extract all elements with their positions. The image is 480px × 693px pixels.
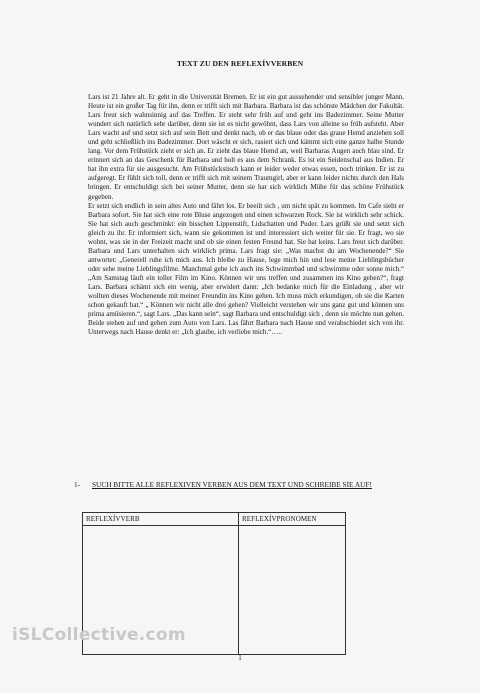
reading-text xyxy=(88,93,404,337)
paragraph-1: Lars ist 21 Jahre alt. Er geht in die Universität Bremen. Er ist ein gut aussehender und sensibler junger Mann. Heute ist ein großer Tag für ihn, denn er trifft sich mit Barbara. Barbara ist das schönste Mädchen der Fakultät. Lars freut sich wahnsinnig auf das Treffen. Er steht sehr früh auf und geht ins Badezimmer. Seine Mutter wundert sich natürlich sehr darüber, denn sie ist es nicht gewöhnt, dass Lars von alleine so früh aufsteht. Aber Lars wacht auf und setzt sich auf sein Bett und denkt nach, ob er das blaue oder das graue Hemd anziehen soll und geht schließlich ins Badezimmer. Dort wäscht er sich, rasiert sich und kämmt sich eine ganze halbe Stunde lang. Vor dem Frühstück zieht er sich an. Er zieht das blaue Hemd an, weil Barbaras Augen auch blau sind. Er erinnert sich an das Geschenk für Barbara und holt es aus dem Schrank. Es ist ein Seidenschal aus Indien. Er hat ihn extra für sie ausgesucht. Am Frühstückstisch kann er leider weder etwas essen, noch trinken. Er ist zu aufgeregt. Er fühlt sich toll, denn er trifft sich mit seinem Traumgirl, aber er kann leider nichts durch den Hals bringen. Er entschuldigt sich bei seiner Mutter, denn sie hat sich wirklich Mühe für das schöne Frühstück gegeben. xyxy=(88,93,404,201)
task-text: SUCH BITTE ALLE REFLEXIVEN VERBEN AUS DEM TEXT UND SCHREIBE SİE AUF! xyxy=(92,480,372,489)
document-title: TEXT ZU DEN REFLEXÍVVERBEN xyxy=(176,59,304,68)
reflexive-pronoun-header: REFLEXÍVPRONOMEN xyxy=(239,513,345,526)
task-number: 1- xyxy=(74,480,81,489)
reflexive-verb-header: REFLEXÍVVERB xyxy=(83,513,238,526)
page-number: 1 xyxy=(238,654,242,662)
paragraph-2: Er setzt sich endlich in sein altes Auto und fährt los. Er beeilt sich , um nicht spät zu kommen. Im Cafe sieht er Barbara sofort. Sie hat sich eine rote Bluse angezogen und einen schwarzen Rock. Sie ist wirklich sehr schick. Sie hat sich auch geschminkt: ein bisschen Lippenstift, Lidschatten und Puder. Lars grüßt sie und setzt sich gleich zu ihr. Er informiert sich, wann sie gekommen ist und interessiert sich weiter für sie. Er fragt, wo sie wohnt, was sie in der Freizeit macht und ob sie einen festen Freund hat. Sie hat keins. Lars freut sich darüber. Barbara und Lars unterhalten sich wirklich prima. Lars fragt sie: „Was machst du am Wochenende?“ Sie antwortet: „Generell ruhe ich mich aus. Ich bleibe zu Hause, lege mich hin und lese meine Lieblingsbücher oder sehe meine Lieblingsfilme. Manchmal gehe ich auch ins Schwimmbad und schwimme oder sonne mich.“ „Am Samstag läuft ein toller Film im Kino. Können wir uns treffen und zusammen ins Kino gehen?“, fragt Lars. Barbara schämt sich ein wenig, aber erwidert dann: „Ich bedanke mich für die Einladung , aber wir wollten dieses Wochenende mit meiner Freundin ins Kino gehen. Ich muss mich erkundigen, ob sie die Karten schon gekauft hat.“ „ Können wir nicht alle drei gehen? Vielleicht verstehen wir uns ganz gut und können uns prima amüsieren.“, sagt Lars. „Das kann sein“, sagt Barbara und entschuldigt sich , denn sie möchte nun gehen. Beide stehen auf und gehen zum Auto von Lars. Las fährt Barbara nach Hause und verabschiedet sich von ihr. Unterwegs nach Hause denkt er: „Ich glaube, ich verliebe mich.“….. xyxy=(88,201,404,337)
watermark-logo: iSLCollective.com xyxy=(12,625,186,645)
task-instruction xyxy=(74,480,414,490)
reflexive-pronoun-column xyxy=(239,513,345,654)
